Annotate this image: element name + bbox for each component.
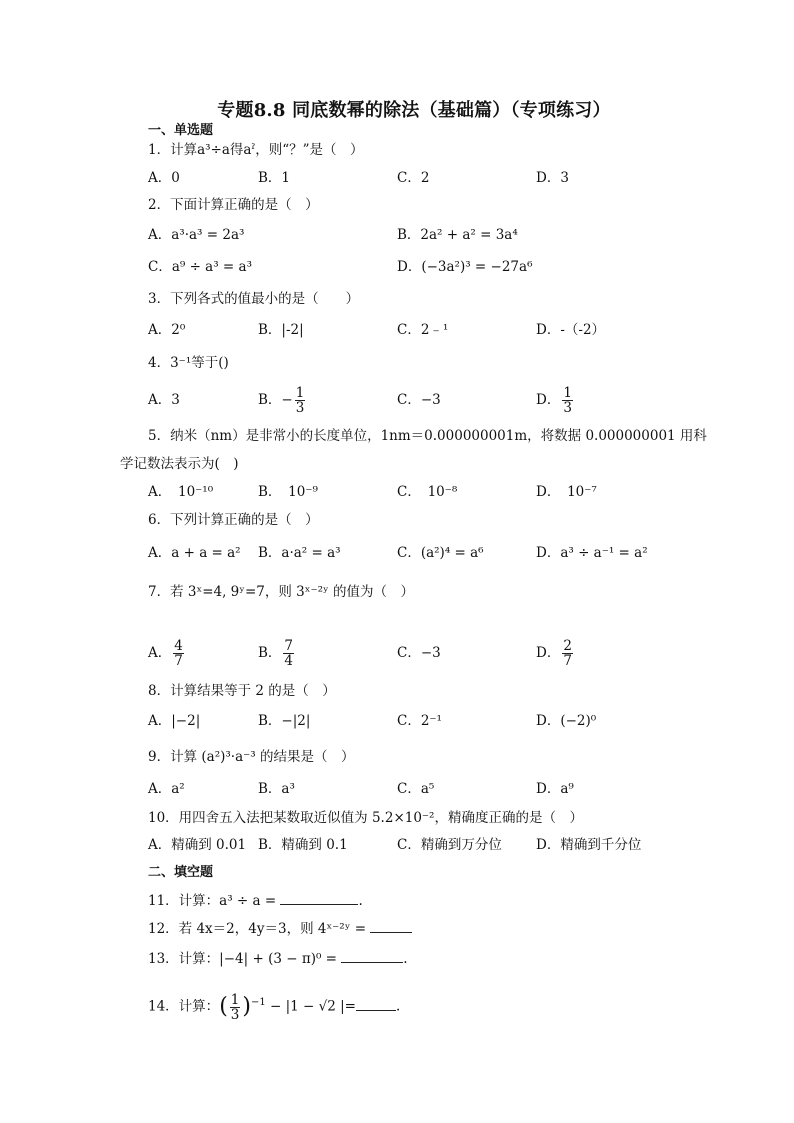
question-14-prefix: 14．计算：: [148, 998, 220, 1015]
q14-fraction: [230, 993, 241, 1022]
q10-option-d: D．精确到千分位: [536, 837, 642, 853]
q9-option-a: A．a²: [148, 781, 185, 797]
q7-frac-d-num: 2: [563, 638, 572, 654]
q14-tail: .: [396, 998, 401, 1015]
q11-tail: .: [358, 893, 363, 909]
q3-option-a: A．2⁰: [148, 322, 186, 338]
q7-frac-a-num: 4: [174, 638, 183, 654]
q14-exponent: −1: [250, 997, 266, 1008]
q8-option-a: A．|−2|: [148, 713, 201, 729]
section-single-choice: 一、单选题: [148, 123, 214, 138]
q2-option-c: C．a⁹ ÷ a³ = a³: [148, 259, 252, 275]
q6-option-b: B．a·a² = a³: [258, 545, 341, 561]
q2-option-d: D．(−3a²)³ = −27a⁶: [397, 259, 533, 275]
q7-option-b: [258, 635, 296, 671]
question-9-stem: 9．计算 (a²)³·a⁻³ 的结果是（ ）: [148, 749, 355, 765]
q4-frac-b-den: 3: [295, 400, 305, 416]
q7-fraction-a: [173, 639, 184, 668]
q1-option-d: D．3: [536, 170, 569, 186]
q4-option-b-label: B．: [258, 392, 282, 408]
q13-tail: .: [403, 951, 408, 967]
question-10-stem: 10．用四舍五入法把某数取近似值为 5.2×10⁻²，精确度正确的是（ ）: [148, 810, 583, 826]
q7-option-d-label: D．: [536, 645, 561, 661]
q4-frac-b-num: 1: [295, 385, 305, 401]
q4-option-b: [258, 382, 307, 418]
q7-frac-b-den: 4: [284, 653, 294, 669]
q5-option-c: C． 10⁻⁸: [397, 484, 458, 500]
q4-frac-d-den: 3: [563, 400, 572, 416]
question-8-stem: 8．计算结果等于 2 的是（ ）: [148, 683, 336, 699]
q10-option-a: A．精确到 0.01: [148, 837, 247, 853]
q10-option-b: B．精确到 0.1: [258, 837, 348, 853]
q14-rest: − |1 − √2 |=: [265, 998, 356, 1015]
q7-fraction-b: [283, 639, 294, 668]
q2-option-a: A．a³·a³ = 2a³: [148, 227, 245, 243]
question-7-stem: 7．若 3ˣ=4, 9ʸ=7，则 3ˣ⁻²ʸ 的值为（ ）: [148, 584, 415, 600]
question-1-stem: 1．计算a³÷a得aˀ，则“？”是（ ）: [148, 142, 364, 158]
q1-option-c: C．2: [397, 170, 430, 186]
q9-option-c: C．a⁵: [397, 781, 435, 797]
q5-option-a: A． 10⁻¹⁰: [148, 484, 214, 500]
q14-frac-den: 3: [230, 1006, 240, 1023]
q4-option-a: A．3: [148, 392, 180, 408]
question-3-stem: 3．下列各式的值最小的是（ ）: [148, 291, 360, 307]
q6-option-c: C．(a²)⁴ = a⁶: [397, 545, 484, 561]
q7-frac-a-den: 7: [174, 653, 183, 669]
q7-option-a-label: A．: [148, 645, 172, 661]
q10-option-c: C．精确到万分位: [397, 837, 502, 853]
question-14: [148, 985, 400, 1025]
q3-option-b: B．|-2|: [258, 322, 304, 338]
q3-option-d: D．-（-2）: [536, 322, 606, 338]
q7-frac-b-num: 7: [284, 638, 294, 654]
question-13: [148, 949, 408, 968]
question-12-stem: 12．若 4x＝2，4y＝3，则 4ˣ⁻²ʸ =: [148, 921, 367, 937]
q13-answer-blank[interactable]: [341, 949, 403, 963]
q7-option-b-label: B．: [258, 645, 282, 661]
q8-option-c: C．2⁻¹: [397, 713, 442, 729]
q7-option-d: [536, 635, 575, 671]
q7-option-a: [148, 635, 186, 671]
q14-left-paren: (: [219, 994, 228, 1019]
q6-option-d: D．a³ ÷ a⁻¹ = a²: [536, 545, 648, 561]
q8-option-d: D．(−2)⁰: [536, 713, 597, 729]
q1-option-a: A．0: [148, 170, 180, 186]
q5-option-d: D． 10⁻⁷: [536, 484, 597, 500]
q3-option-c: C．2﹣¹: [397, 322, 449, 338]
q4-fraction-b: [295, 386, 306, 415]
question-4-stem: 4．3⁻¹等于(): [148, 355, 229, 371]
q8-option-b: B．−|2|: [258, 713, 311, 729]
question-11-stem: 11．计算：a³ ÷ a =: [148, 893, 277, 909]
q14-answer-blank[interactable]: [356, 997, 396, 1011]
q4-frac-b-sign: −: [281, 392, 293, 408]
q2-option-b: B．2a² + a² = 3a⁴: [397, 227, 518, 243]
q4-option-c: C．−3: [397, 392, 441, 408]
q7-frac-d-den: 7: [563, 653, 572, 669]
question-12: [148, 919, 412, 938]
q4-option-d-label: D．: [536, 392, 561, 408]
q9-option-d: D．a⁹: [536, 781, 574, 797]
page-title: 专题8.8 同底数幂的除法（基础篇）（专项练习）: [217, 100, 611, 121]
question-2-stem: 2．下面计算正确的是（ ）: [148, 197, 319, 213]
q11-answer-blank[interactable]: [280, 891, 358, 905]
question-13-stem: 13．计算：|−4| + (3 − π)⁰ =: [148, 951, 337, 967]
q6-option-a: A．a + a = a²: [148, 545, 241, 561]
question-11: [148, 891, 363, 910]
q1-option-b: B．1: [258, 170, 291, 186]
q9-option-b: B．a³: [258, 781, 295, 797]
q14-frac-num: 1: [230, 991, 240, 1008]
q7-fraction-d: [562, 639, 573, 668]
question-6-stem: 6．下列计算正确的是（ ）: [148, 512, 319, 528]
q14-right-paren: ): [242, 994, 251, 1019]
section-fill-blank: 二、填空题: [148, 865, 214, 880]
q4-option-d: [536, 382, 575, 418]
question-5-stem-line2: 学记数法表示为( ): [120, 456, 239, 472]
q7-option-c: C．−3: [397, 645, 441, 661]
q5-option-b: B． 10⁻⁹: [258, 484, 318, 500]
q4-frac-d-num: 1: [563, 385, 572, 401]
question-5-stem-line1: 5．纳米（nm）是非常小的长度单位，1nm＝0.000000001m，将数据 0.000000001 用科: [148, 428, 707, 444]
q12-answer-blank[interactable]: [370, 919, 412, 933]
q4-fraction-d: [562, 386, 573, 415]
